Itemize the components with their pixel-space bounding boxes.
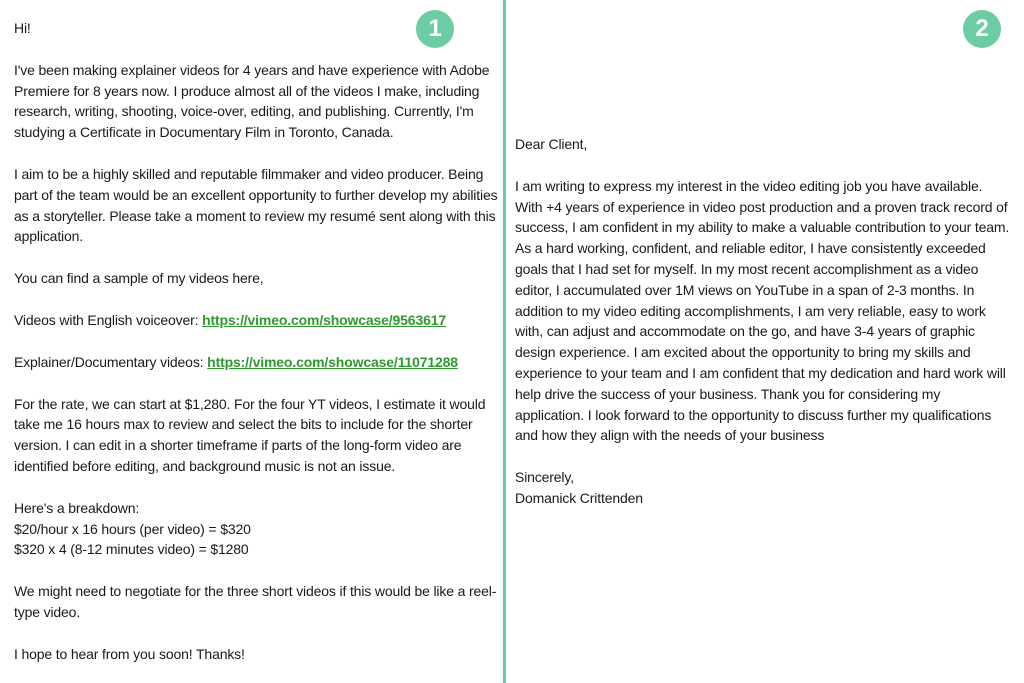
letter-panel-1 — [0, 0, 504, 683]
salutation: Dear Client, — [515, 136, 588, 152]
signature-name: Domanick Crittenden — [515, 489, 643, 506]
intro-paragraph: I've been making explainer videos for 4 years and have experience with Adobe Premiere for 8 years now. I produce almost all of the videos I make, including research, writing, shooting, voice-over, editing, and publishing. Currently, I'm studying a Certificate in Documentary Film in Toronto, Canada. — [14, 61, 490, 141]
sample-intro: You can find a sample of my videos here, — [14, 270, 264, 287]
breakdown-line-2: $320 x 4 (8-12 minutes video) = $1280 — [14, 541, 249, 558]
breakdown — [14, 498, 499, 560]
signoff: Sincerely, — [515, 469, 574, 486]
panel-divider — [503, 0, 506, 683]
closing-line: I hope to hear from you soon! Thanks! — [14, 645, 245, 662]
breakdown-line-1: $20/hour x 16 hours (per video) = $320 — [14, 520, 251, 537]
explainer-showcase-link[interactable]: https://vimeo.com/showcase/11071288 — [207, 353, 458, 370]
greeting: Hi! — [14, 20, 31, 36]
aim-paragraph: I aim to be a highly skilled and reputable filmmaker and video producer. Being part of the team would be an excellent opportunity to further develop my abilities as a storyteller. Please take a moment to review my resumé sent along with this application. — [14, 165, 498, 245]
breakdown-title: Here's a breakdown: — [14, 499, 140, 516]
rate-paragraph: For the rate, we can start at $1,280. For the four YT videos, I estimate it would take me 16 hours max to review and select the bits to include for the shorter version. I can edit in a shorter timeframe if parts of the long-form video are identified before editing, and background music is not an issue. — [14, 395, 486, 474]
link-label-explainer: Explainer/Documentary videos: — [14, 353, 204, 370]
link-row-voiceover — [14, 310, 499, 331]
negotiate-paragraph: We might need to negotiate for the three short videos if this would be like a reel-type video. — [14, 583, 497, 620]
step-badge-2: 2 — [963, 10, 1001, 48]
link-row-explainer — [14, 352, 499, 373]
signoff-block — [515, 467, 1010, 509]
step-badge-1: 1 — [416, 10, 454, 48]
link-label-voiceover: Videos with English voiceover: — [14, 311, 199, 328]
letter-panel-2 — [507, 0, 1024, 683]
cover-letter-body: I am writing to express my interest in the video editing job you have available. With +4 years of experience in video post production and a proven track record of success, I am confident in my ability to make a valuable contribution to your team. As a hard working, confident, and reliable editor, I have consistently exceeded goals that I had set for myself. In my most recent accomplishment as a video editor, I accumulated over 1M views on YouTube in a span of 2-3 months. In addition to my video editing accomplishments, I am very reliable, easy to work with, can adjust and accommodate on the go, and have 3-4 years of graphic design experience. I am excited about the opportunity to bring my skills and experience to your team and I am confident that my dedication and hard work will help drive the success of your business. Thank you for considering my application. I look forward to the opportunity to discuss further my qualifications and how they align with the needs of your business — [515, 177, 1010, 444]
voiceover-showcase-link[interactable]: https://vimeo.com/showcase/9563617 — [202, 311, 446, 328]
